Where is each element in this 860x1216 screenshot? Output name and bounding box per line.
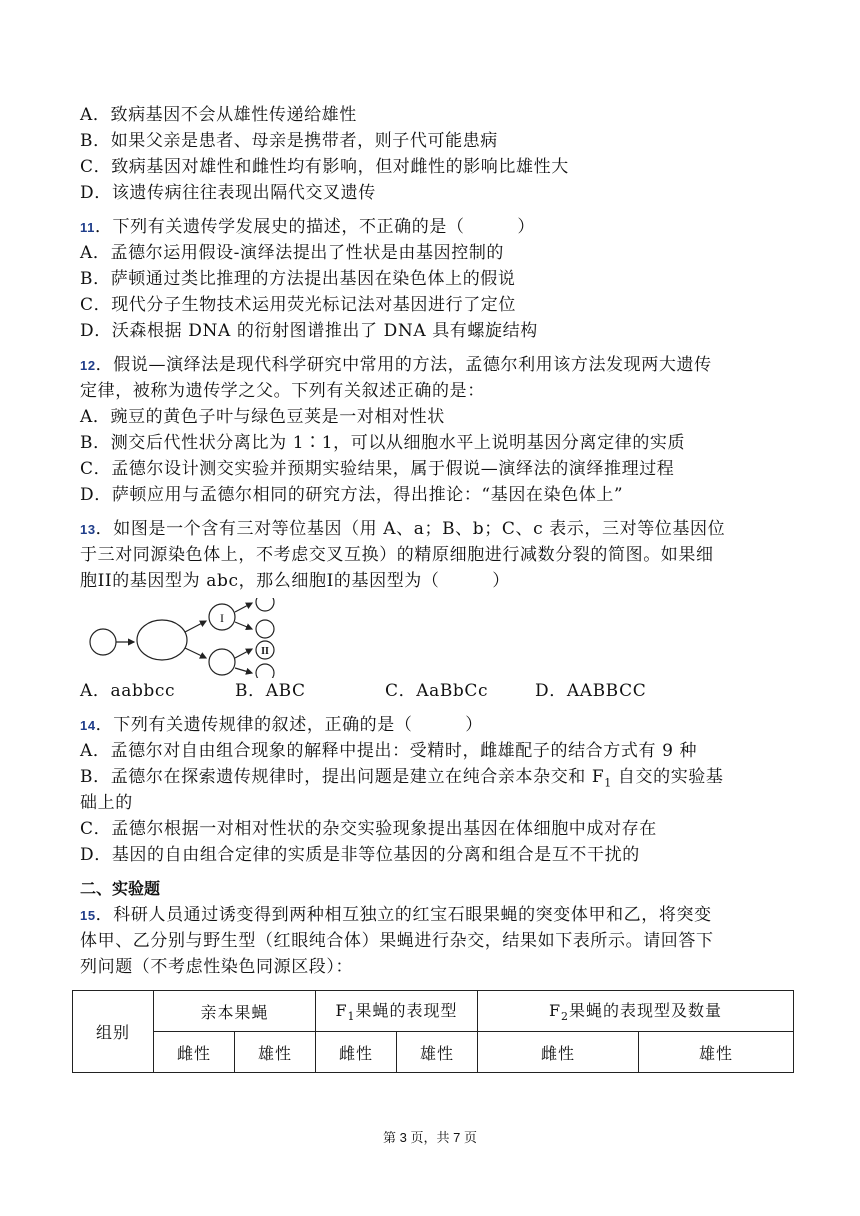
header-f1-prefix: F [335,1001,348,1021]
q12-option-b: B．测交后代性状分离比为 1∶1，可以从细胞水平上说明基因分离定律的实质 [80,433,686,453]
q14-option-b-line1 [80,764,800,790]
q13-number: 13 [80,522,96,537]
section-heading: 二、实验题 [80,881,161,898]
parents-male: 雄性 [235,1032,316,1073]
q13-stem-text1: ．如图是一个含有三对等位基因（用 A、a；B、b；C、c 表示，三对等位基因位 [95,519,726,539]
q10-option-a: A．致病基因不会从雄性传递给雄性 [80,105,357,125]
q13-option-d: D．AABBCC [535,681,647,701]
q15-stem-line2: 体甲、乙分别与野生型（红眼纯合体）果蝇进行杂交，结果如下表所示。请回答下 [80,931,714,951]
spermatogonium-cell [90,629,116,655]
q14-option-b-line2: 础上的 [80,793,133,813]
q12-stem-line1 [80,352,800,378]
q14-stem-text: ．下列有关遗传规律的叙述，正确的是（ ） [95,715,483,735]
q11-option-a: A．孟德尔运用假设-演绎法提出了性状是由基因控制的 [80,243,505,263]
q10-option-b: B．如果父亲是患者、母亲是携带者，则子代可能患病 [80,131,498,151]
question-11 [80,214,800,344]
table-subheader-row [73,1032,794,1073]
q11-stem [80,214,800,240]
header-f2-sub: 2 [561,1010,570,1024]
f2-male: 雄性 [639,1032,794,1073]
question-15 [80,902,800,980]
q12-number: 12 [80,358,96,373]
q10-option-d: D．该遗传病往往表现出隔代交叉遗传 [80,183,376,203]
question-12 [80,352,800,508]
q11-option-c: C．现代分子生物技术运用荧光标记法对基因进行了定位 [80,295,517,315]
q15-stem-line1 [80,902,800,928]
q11-option-d: D．沃森根据 DNA 的衍射图谱推出了 DNA 具有螺旋结构 [80,321,538,341]
secondary-spermatocyte-cell [209,649,235,675]
page-footer: 第 3 页，共 7 页 [383,1130,477,1145]
header-f1-sub: 1 [347,1010,356,1024]
meiosis-diagram [84,598,800,678]
label-cell-II: II [261,646,269,657]
header-group: 组别 [73,991,154,1073]
header-f1 [316,991,478,1032]
q12-option-a: A．豌豆的黄色子叶与绿色豆荚是一对相对性状 [80,407,445,427]
header-f1-text: 果蝇的表现型 [355,1001,458,1021]
q14-stem [80,712,800,738]
q11-stem-text: ．下列有关遗传学发展史的描述，不正确的是（ ） [94,217,535,237]
header-f2-prefix: F [548,1001,562,1021]
parents-female: 雌性 [154,1032,235,1073]
q14-option-b-text2: 自交的实验基 [611,767,724,787]
q15-number: 15 [80,908,96,923]
f1-male: 雄性 [397,1032,478,1073]
q11-option-b: B．萨顿通过类比推理的方法提出基因在染色体上的假说 [80,269,516,289]
spermatid-4 [256,664,274,678]
arrow-5 [235,622,252,629]
q13-option-c: C．AaBbCc [385,681,489,701]
f1-female: 雌性 [316,1032,397,1073]
q15-stem-line3: 列问题（不考虑性染色同源区段）： [80,957,354,977]
question-14 [80,712,800,868]
q10-options [80,102,800,206]
arrow-7 [235,668,252,673]
q13-stem-line1 [80,516,800,542]
q14-option-d: D．基因的自由组合定律的实质是非等位基因的分离和组合是互不干扰的 [80,845,640,865]
table-header-row [73,991,794,1032]
q13-options [80,678,800,704]
arrow-4 [235,603,252,612]
header-f2-text: 果蝇的表现型及数量 [569,1001,723,1021]
arrow-3 [185,648,206,658]
q11-number: 11 [80,220,95,235]
q10-option-c: C．致病基因对雄性和雌性均有影响，但对雌性的影响比雄性大 [80,157,569,177]
arrow-2 [185,621,206,632]
q13-stem-line3: 胞II的基因型为 abc，那么细胞I的基因型为（ ） [80,571,510,591]
spermatid-2 [256,620,274,638]
q14-option-b-sub: 1 [604,776,612,790]
q13-stem-line2: 于三对同源染色体上，不考虑交叉互换）的精原细胞进行减数分裂的简图。如果细 [80,545,714,565]
q14-option-a: A．孟德尔对自由组合现象的解释中提出：受精时，雌雄配子的结合方式有 9 种 [80,741,698,761]
q14-option-c: C．孟德尔根据一对相对性状的杂交实验现象提出基因在体细胞中成对存在 [80,819,657,839]
header-f2 [478,991,794,1032]
q15-stem-text1: ．科研人员通过诱变得到两种相互独立的红宝石眼果蝇的突变体甲和乙，将突变 [95,905,712,925]
q13-option-b: B．ABC [235,681,306,701]
header-parents: 亲本果蝇 [154,991,316,1032]
spermatid-1 [256,598,274,611]
question-13 [80,516,800,704]
meiosis-diagram-svg [84,598,284,678]
label-cell-I: I [220,611,224,625]
arrow-6 [235,649,252,658]
q12-option-c: C．孟德尔设计测交实验并预期实验结果，属于假说—演绎法的演绎推理过程 [80,459,675,479]
q12-stem-line2: 定律，被称为遗传学之父。下列有关叙述正确的是： [80,381,485,401]
q14-number: 14 [80,718,96,733]
page-content [80,102,800,980]
f2-female: 雌性 [478,1032,639,1073]
primary-spermatocyte-cell [137,620,187,660]
q12-stem-text1: ．假说—演绎法是现代科学研究中常用的方法，孟德尔利用该方法发现两大遗传 [95,355,712,375]
q12-option-d: D．萨顿应用与孟德尔相同的研究方法，得出推论：“基因在染色体上” [80,485,624,505]
q13-option-a: A．aabbcc [80,681,176,701]
results-table [72,990,794,1073]
q14-option-b-text1: B．孟德尔在探索遗传规律时，提出问题是建立在纯合亲本杂交和 F [80,767,605,787]
